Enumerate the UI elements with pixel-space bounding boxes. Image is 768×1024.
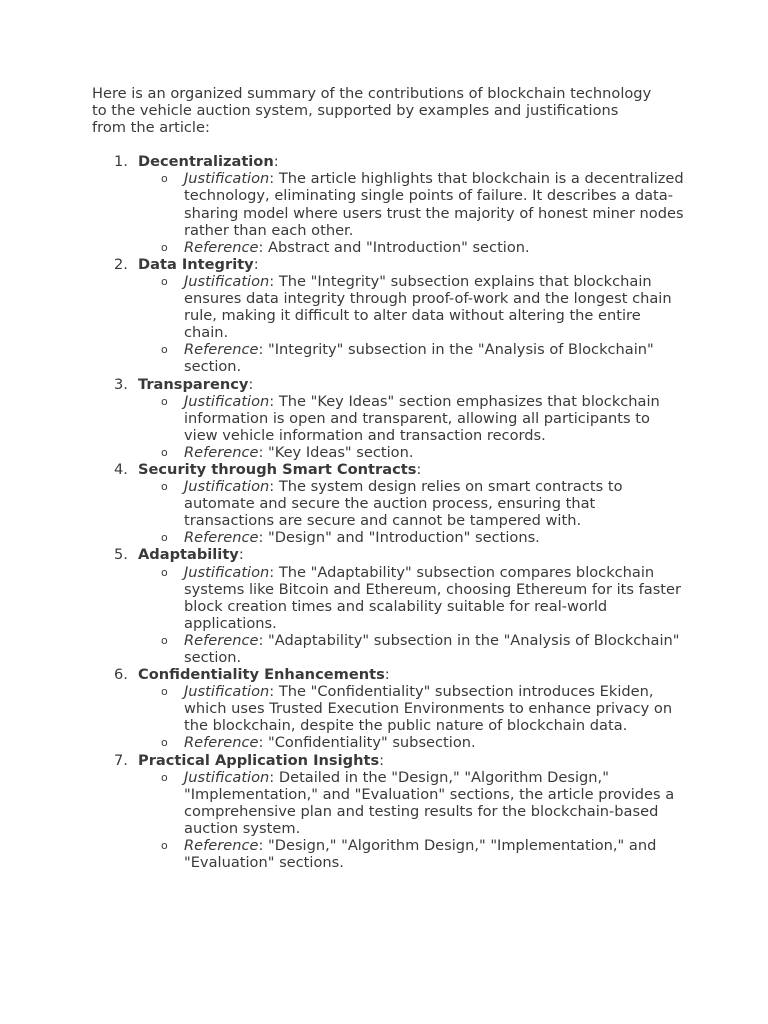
reference-text: : "Adaptability" subsection in the "Analysis of Blockchain" section.	[184, 631, 680, 666]
justification-text: : The "Integrity" subsection explains that blockchain ensures data integrity through proof-of-work and the longest chain rule, making it difficult to alter data without altering the entire chain.	[184, 272, 672, 342]
bullet-icon: o	[161, 565, 168, 579]
bullet-icon: o	[161, 343, 168, 357]
justification-label: Justification	[184, 683, 270, 701]
justification-text: : The system design relies on smart contracts to automate and secure the auction process, ensuring that transactions are secure and cannot be tampered with.	[184, 478, 623, 530]
reference-text: : "Key Ideas" section.	[258, 443, 414, 461]
justification-item	[138, 273, 684, 341]
sub-list	[138, 393, 692, 461]
reference-label: Reference	[184, 238, 259, 256]
reference-label: Reference	[184, 631, 259, 649]
reference-label: Reference	[184, 734, 259, 752]
list-item	[92, 546, 692, 666]
bullet-icon: o	[161, 274, 168, 288]
item-title: Data Integrity	[138, 255, 254, 273]
reference-label: Reference	[184, 341, 259, 359]
justification-label: Justification	[184, 563, 270, 581]
justification-text: : The "Adaptability" subsection compares blockchain systems like Bitcoin and Ethereum, choosing Ethereum for its faster block creation times and scalability suitable for real-world applications.	[184, 563, 681, 632]
intro-paragraph: Here is an organized summary of the contributions of blockchain technology to the vehicle auction system, supported by examples and justifications from the article:	[92, 85, 652, 137]
item-heading	[138, 546, 244, 563]
item-heading	[138, 666, 390, 683]
reference-item	[138, 239, 684, 256]
justification-item	[138, 769, 684, 837]
justification-text: : The "Confidentiality" subsection introduces Ekiden, which uses Trusted Execution Environments to enhance privacy on the blockchain, despite the public nature of blockchain data.	[184, 683, 673, 735]
reference-item	[138, 529, 684, 546]
item-title: Confidentiality Enhancements	[138, 666, 385, 684]
bullet-icon: o	[161, 736, 168, 750]
justification-item	[138, 564, 684, 632]
list-item	[92, 256, 692, 376]
justification-text: : The article highlights that blockchain is a decentralized technology, eliminating single points of failure. It describes a data-sharing model where users trust the majority of honest miner nodes rather than each other.	[184, 170, 684, 239]
justification-label: Justification	[184, 272, 270, 290]
reference-text: : "Integrity" subsection in the "Analysis of Blockchain" section.	[184, 341, 654, 376]
item-title: Security through Smart Contracts	[138, 460, 417, 478]
item-number: 2.	[114, 255, 128, 273]
item-colon: :	[238, 546, 244, 564]
list-item	[92, 752, 692, 872]
justification-text: : The "Key Ideas" section emphasizes that blockchain information is open and transparent, allowing all participants to view vehicle information and transaction records.	[184, 392, 660, 444]
bullet-icon: o	[161, 172, 168, 186]
sub-list	[138, 769, 692, 872]
reference-item	[138, 734, 684, 751]
justification-label: Justification	[184, 768, 270, 786]
bullet-icon: o	[161, 394, 168, 408]
bullet-icon: o	[161, 685, 168, 699]
item-heading	[138, 376, 253, 393]
list-item	[92, 153, 692, 256]
item-colon: :	[248, 375, 254, 393]
reference-label: Reference	[184, 529, 259, 547]
reference-text: : "Design" and "Introduction" sections.	[258, 529, 540, 547]
list-item	[92, 376, 692, 461]
reference-item	[138, 341, 684, 375]
bullet-icon: o	[161, 839, 168, 853]
justification-label: Justification	[184, 392, 270, 410]
bullet-icon: o	[161, 633, 168, 647]
justification-item	[138, 170, 684, 238]
item-number: 5.	[114, 546, 128, 564]
item-heading	[138, 461, 421, 478]
justification-item	[138, 393, 684, 444]
item-title: Practical Application Insights	[138, 751, 380, 769]
bullet-icon: o	[161, 445, 168, 459]
item-number: 4.	[114, 460, 128, 478]
reference-item	[138, 837, 684, 871]
item-colon: :	[379, 751, 385, 769]
sub-list	[138, 683, 692, 751]
list-item	[92, 461, 692, 546]
reference-label: Reference	[184, 443, 259, 461]
reference-label: Reference	[184, 837, 259, 855]
sub-list	[138, 564, 692, 667]
sub-list	[138, 273, 692, 376]
sub-list	[138, 170, 692, 255]
reference-text: : "Design," "Algorithm Design," "Implementation," and "Evaluation" sections.	[184, 837, 657, 872]
reference-text: : "Confidentiality" subsection.	[258, 734, 476, 752]
reference-item	[138, 444, 684, 461]
bullet-icon: o	[161, 240, 168, 254]
item-number: 1.	[114, 153, 128, 171]
item-number: 7.	[114, 751, 128, 769]
item-number: 6.	[114, 666, 128, 684]
reference-item	[138, 632, 684, 666]
item-heading	[138, 153, 279, 170]
justification-item	[138, 683, 684, 734]
justification-label: Justification	[184, 478, 270, 496]
list-item	[92, 666, 692, 751]
bullet-icon: o	[161, 531, 168, 545]
justification-label: Justification	[184, 170, 270, 188]
bullet-icon: o	[161, 770, 168, 784]
item-title: Transparency	[138, 375, 249, 393]
item-heading	[138, 752, 384, 769]
item-title: Adaptability	[138, 546, 239, 564]
sub-list	[138, 478, 692, 546]
justification-item	[138, 478, 684, 529]
item-heading	[138, 256, 259, 273]
justification-text: : Detailed in the "Design," "Algorithm Design," "Implementation," and "Evaluation" sections, the article provides a comprehensive plan and testing results for the blockchain-based auction system.	[184, 768, 675, 837]
item-title: Decentralization	[138, 153, 274, 171]
item-colon: :	[253, 255, 259, 273]
bullet-icon: o	[161, 480, 168, 494]
contributions-list	[92, 153, 692, 871]
item-colon: :	[384, 666, 390, 684]
item-colon: :	[273, 153, 279, 171]
document-page	[92, 85, 692, 871]
item-number: 3.	[114, 375, 128, 393]
reference-text: : Abstract and "Introduction" section.	[258, 238, 530, 256]
item-colon: :	[416, 460, 422, 478]
